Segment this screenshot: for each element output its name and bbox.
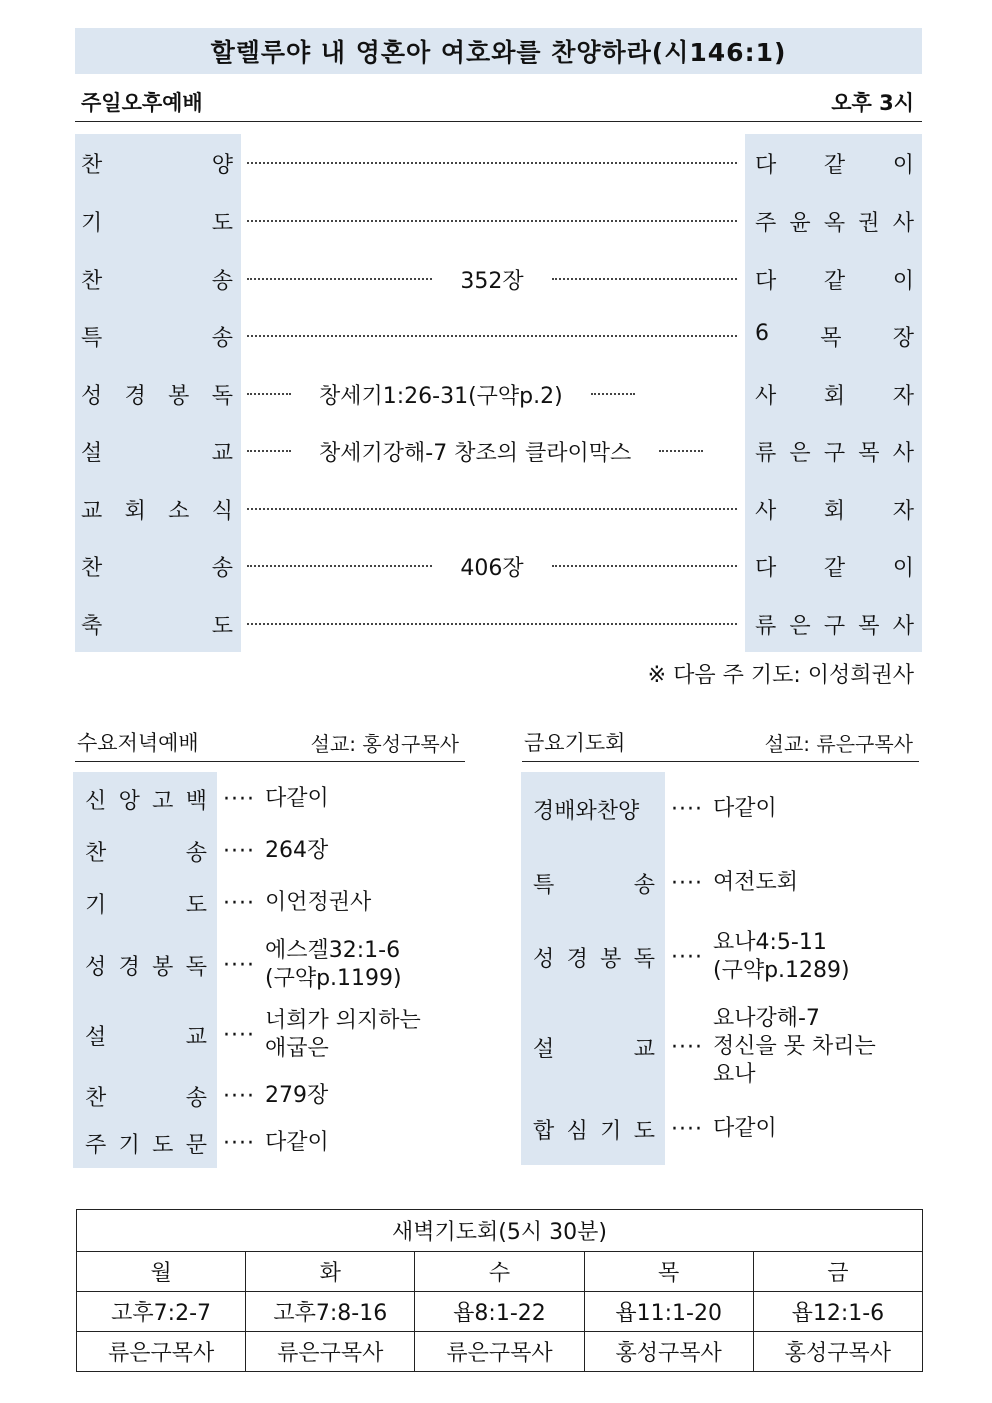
order-leader-char: 사 [892, 210, 914, 236]
friday-order-row [521, 858, 798, 908]
friday-item-char: 성 [533, 946, 555, 972]
order-leader-char: 장 [892, 325, 914, 351]
order-leader-char: 주 [755, 210, 777, 236]
wednesday-item-char: 백 [185, 788, 207, 814]
order-item-char: 찬 [81, 268, 103, 294]
order-leader-char: 목 [858, 613, 880, 639]
wednesday-item-char: 성 [85, 954, 107, 980]
next-week-prayer: ※ 다음 주 기도: 이성희권사 [647, 663, 914, 688]
dawn-passage-cell: 고후7:8-16 [246, 1292, 415, 1332]
order-item-char: 설 [81, 440, 103, 466]
wednesday-item-char: 독 [185, 954, 207, 980]
friday-item-value [713, 929, 850, 985]
wednesday-item-value-line: 에스겔32:1-6 [264, 938, 401, 963]
order-leader-char: 사 [755, 383, 777, 409]
order-item-label [75, 206, 241, 237]
order-leader-char: 목 [858, 440, 880, 466]
wednesday-item-label [73, 950, 217, 981]
order-item-char: 기 [81, 210, 103, 236]
order-item-char: 교 [81, 498, 103, 524]
order-leader-char: 류 [755, 440, 777, 466]
friday-item-value-line: (구약p.1289) [712, 958, 850, 983]
wednesday-item-char: 기 [118, 1132, 140, 1158]
sunday-service-header [75, 86, 922, 122]
order-leader [745, 379, 922, 410]
wednesday-item-value [265, 1082, 328, 1110]
order-item-char: 찬 [81, 152, 103, 178]
friday-service-title: 금요기도회 [524, 731, 626, 755]
wednesday-item-char: 송 [185, 1085, 207, 1111]
order-content: 352장 [460, 268, 524, 294]
sunday-order-row [75, 307, 922, 365]
wednesday-item-char: 신 [85, 788, 107, 814]
order-item-char: 교 [211, 440, 233, 466]
wednesday-item-value [265, 1007, 421, 1063]
order-item-label [75, 264, 241, 295]
friday-preacher: 설교: 류은구목사 [764, 732, 913, 756]
dawn-prayer-table [76, 1209, 923, 1372]
order-leader-char: 은 [789, 613, 811, 639]
order-detail [241, 436, 745, 467]
friday-item-value-line: 요나4:5-11 [712, 930, 827, 955]
order-leader-char: 은 [789, 440, 811, 466]
wednesday-preacher: 설교: 홍성구목사 [310, 732, 459, 756]
dot-leader: ···· [223, 838, 255, 864]
wednesday-order-row [73, 1006, 421, 1064]
friday-item-value [713, 1005, 876, 1089]
order-item-label [75, 321, 241, 352]
order-leader-char: 같 [823, 268, 846, 294]
order-leader-char: 윤 [789, 210, 811, 236]
order-item-char: 도 [211, 210, 233, 236]
wednesday-item-label [73, 1020, 217, 1051]
dawn-passage-cell: 고후7:2-7 [77, 1292, 246, 1332]
wednesday-item-value-line: 264장 [264, 838, 329, 863]
order-detail [241, 379, 745, 410]
wednesday-item-label [73, 1128, 217, 1159]
wednesday-item-char: 경 [118, 954, 140, 980]
sunday-order-row [75, 192, 922, 250]
wednesday-item-char: 주 [85, 1132, 107, 1158]
friday-order-row [521, 1006, 876, 1088]
order-leader-char: 자 [892, 498, 914, 524]
order-item-char: 송 [211, 555, 233, 581]
dot-leader [247, 565, 432, 567]
order-leader-char: 사 [892, 440, 914, 466]
order-leader [745, 321, 922, 352]
order-content: 창세기1:26-31(구약p.2) [319, 383, 563, 409]
friday-order-row [521, 1104, 777, 1154]
sunday-order-row [75, 595, 922, 653]
order-item-char: 송 [211, 268, 233, 294]
sunday-order-row [75, 537, 922, 595]
wednesday-item-char: 교 [185, 1024, 207, 1050]
friday-item-char: 합 [533, 1118, 555, 1144]
order-item-label [75, 148, 241, 179]
wednesday-item-value [265, 837, 328, 865]
page-banner: 할렐루야 내 영혼아 여호와를 찬양하라(시146:1) [75, 28, 922, 74]
order-leader [745, 436, 922, 467]
order-item-char: 회 [124, 498, 146, 524]
order-leader [745, 264, 922, 295]
wednesday-item-value [265, 785, 329, 813]
dot-leader [659, 450, 703, 452]
order-item-char: 특 [81, 325, 103, 351]
friday-item-label [521, 794, 665, 825]
friday-item-value [713, 1115, 777, 1143]
dawn-leader-cell: 류은구목사 [246, 1332, 415, 1372]
dawn-leader-cell: 홍성구목사 [753, 1332, 922, 1372]
wednesday-item-char: 문 [185, 1132, 207, 1158]
dawn-day-cell: 목 [584, 1252, 753, 1292]
wednesday-service-title: 수요저녁예배 [77, 731, 199, 755]
friday-item-label [521, 1114, 665, 1145]
wednesday-item-label [73, 1081, 217, 1112]
dot-leader [247, 393, 291, 395]
order-leader [745, 609, 922, 640]
friday-item-char: 교 [633, 1036, 655, 1062]
dawn-passage-cell: 욥11:1-20 [584, 1292, 753, 1332]
order-leader-char: 회 [823, 498, 846, 524]
friday-item-char: 독 [633, 946, 655, 972]
wednesday-item-char: 찬 [85, 1085, 107, 1111]
wednesday-item-label [73, 784, 217, 815]
dot-leader: ···· [223, 1083, 255, 1109]
dot-leader: ···· [671, 796, 703, 822]
order-leader-char: 구 [823, 613, 846, 639]
wednesday-item-value [265, 1129, 329, 1157]
friday-item-value-line: 요나강해-7 [712, 1006, 820, 1031]
wednesday-item-value-line: (구약p.1199) [264, 966, 402, 991]
friday-item-value-line: 여전도회 [712, 870, 798, 895]
order-item-char: 경 [124, 383, 146, 409]
dawn-day-cell: 월 [77, 1252, 246, 1292]
wednesday-item-char: 송 [185, 840, 207, 866]
friday-item-char: 특 [533, 872, 555, 898]
order-item-label [75, 609, 241, 640]
order-leader [745, 206, 922, 237]
friday-item-value [713, 869, 798, 897]
dot-leader: ···· [671, 1116, 703, 1142]
order-detail [241, 220, 745, 222]
dot-leader [552, 565, 737, 567]
friday-item-char: 경 [566, 946, 588, 972]
order-item-label [75, 379, 241, 410]
dot-leader: ···· [223, 952, 255, 978]
friday-item-char: 심 [566, 1118, 588, 1144]
wednesday-order-row [73, 880, 371, 926]
dawn-day-cell: 금 [753, 1252, 922, 1292]
order-item-char: 독 [211, 383, 233, 409]
order-item-char: 봉 [168, 383, 190, 409]
wednesday-order-row [73, 776, 329, 822]
dot-leader [247, 162, 737, 164]
order-item-char: 축 [81, 613, 103, 639]
sunday-service-title: 주일오후예배 [81, 90, 203, 115]
sunday-order-row [75, 422, 922, 480]
order-leader-char: 이 [892, 268, 914, 294]
order-detail [241, 551, 745, 582]
wednesday-item-char: 앙 [118, 788, 140, 814]
order-leader-char: 류 [755, 613, 777, 639]
wednesday-item-char: 도 [152, 1132, 174, 1158]
wednesday-item-value-line: 애굽은 [264, 1036, 329, 1061]
order-item-char: 도 [211, 613, 233, 639]
order-leader-char: 이 [892, 555, 914, 581]
dot-leader [591, 393, 635, 395]
sunday-order-row [75, 134, 922, 192]
dawn-leader-cell: 홍성구목사 [584, 1332, 753, 1372]
order-content: 406장 [460, 555, 524, 581]
order-leader-char: 다 [755, 152, 777, 178]
friday-item-value [713, 795, 777, 823]
wednesday-order-row [73, 828, 328, 874]
order-item-char: 소 [168, 498, 190, 524]
wednesday-item-char: 기 [85, 892, 107, 918]
friday-item-char: 설 [533, 1036, 555, 1062]
order-leader [745, 551, 922, 582]
order-leader-char: 이 [892, 152, 914, 178]
wednesday-order-row [73, 1074, 328, 1118]
dawn-passage-cell: 욥12:1-6 [753, 1292, 922, 1332]
wednesday-order-row [73, 934, 402, 996]
wednesday-item-char: 설 [85, 1024, 107, 1050]
friday-item-char: 경배와찬양 [533, 798, 640, 824]
wednesday-item-value [265, 937, 402, 993]
order-leader-char: 자 [892, 383, 914, 409]
dot-leader: ···· [223, 1130, 255, 1156]
order-leader [745, 494, 922, 525]
wednesday-service-header [75, 730, 465, 762]
sunday-order-row [75, 365, 922, 423]
order-detail [241, 335, 745, 337]
order-item-char: 찬 [81, 555, 103, 581]
order-leader-char: 옥 [823, 210, 846, 236]
dot-leader [247, 508, 737, 510]
sunday-order-row [75, 480, 922, 538]
dawn-leader-cell: 류은구목사 [77, 1332, 246, 1372]
friday-item-value-line: 요나 [712, 1062, 756, 1087]
order-item-char: 식 [211, 498, 233, 524]
order-leader-char: 다 [755, 555, 777, 581]
friday-item-char: 기 [600, 1118, 622, 1144]
sunday-service-time: 오후 3시 [831, 90, 914, 115]
order-leader-char: 같 [823, 555, 846, 581]
order-leader-char: 6 [755, 320, 769, 346]
friday-order-row [521, 784, 777, 834]
friday-item-label [521, 868, 665, 899]
dot-leader: ···· [671, 1034, 703, 1060]
wednesday-item-value-line: 279장 [264, 1083, 329, 1108]
friday-item-value-line: 다같이 [712, 796, 777, 821]
wednesday-item-value-line: 너희가 의지하는 [264, 1008, 421, 1033]
order-leader-char: 같 [823, 152, 846, 178]
dot-leader [247, 220, 737, 222]
friday-item-char: 도 [633, 1118, 655, 1144]
order-leader-char: 사 [892, 613, 914, 639]
friday-item-label [521, 942, 665, 973]
order-detail [241, 264, 745, 295]
sunday-order-row [75, 250, 922, 308]
wednesday-item-char: 봉 [152, 954, 174, 980]
dot-leader [247, 335, 737, 337]
dot-leader: ···· [223, 786, 255, 812]
dot-leader: ···· [223, 890, 255, 916]
friday-item-char: 송 [633, 872, 655, 898]
order-leader-char: 사 [755, 498, 777, 524]
dot-leader: ···· [223, 1022, 255, 1048]
friday-item-value-line: 정신을 못 차리는 [712, 1034, 876, 1059]
order-item-char: 송 [211, 325, 233, 351]
wednesday-item-value [265, 889, 371, 917]
dawn-passage-cell: 욥8:1-22 [415, 1292, 584, 1332]
friday-item-char: 봉 [600, 946, 622, 972]
wednesday-item-value-line: 이언정권사 [264, 890, 372, 915]
dawn-day-cell: 화 [246, 1252, 415, 1292]
friday-order-row [521, 926, 850, 988]
order-item-label [75, 494, 241, 525]
dot-leader [552, 278, 737, 280]
order-leader-char: 구 [823, 440, 846, 466]
order-content: 창세기강해-7 창조의 클라이막스 [319, 440, 632, 466]
dot-leader [247, 623, 737, 625]
dawn-prayer-title: 새벽기도회(5시 30분) [77, 1210, 923, 1252]
wednesday-item-label [73, 888, 217, 919]
order-leader-char: 회 [823, 383, 846, 409]
order-item-char: 성 [81, 383, 103, 409]
dot-leader [247, 450, 291, 452]
wednesday-item-char: 고 [152, 788, 174, 814]
order-item-label [75, 551, 241, 582]
wednesday-item-char: 찬 [85, 840, 107, 866]
dot-leader [247, 278, 432, 280]
order-item-char: 양 [211, 152, 233, 178]
wednesday-order-row [73, 1120, 329, 1166]
order-leader [745, 148, 922, 179]
order-leader-char: 다 [755, 268, 777, 294]
order-detail [241, 508, 745, 510]
order-leader-char: 권 [858, 210, 880, 236]
wednesday-item-char: 도 [185, 892, 207, 918]
order-item-label [75, 436, 241, 467]
dawn-leader-cell: 류은구목사 [415, 1332, 584, 1372]
dot-leader: ···· [671, 870, 703, 896]
wednesday-item-label [73, 836, 217, 867]
friday-service-header [522, 730, 919, 762]
wednesday-item-value-line: 다같이 [264, 786, 329, 811]
wednesday-item-value-line: 다같이 [264, 1130, 329, 1155]
dot-leader: ···· [671, 944, 703, 970]
friday-item-label [521, 1032, 665, 1063]
friday-item-value-line: 다같이 [712, 1116, 777, 1141]
order-detail [241, 162, 745, 164]
order-detail [241, 623, 745, 625]
order-leader-char: 목 [820, 325, 842, 351]
dawn-day-cell: 수 [415, 1252, 584, 1292]
